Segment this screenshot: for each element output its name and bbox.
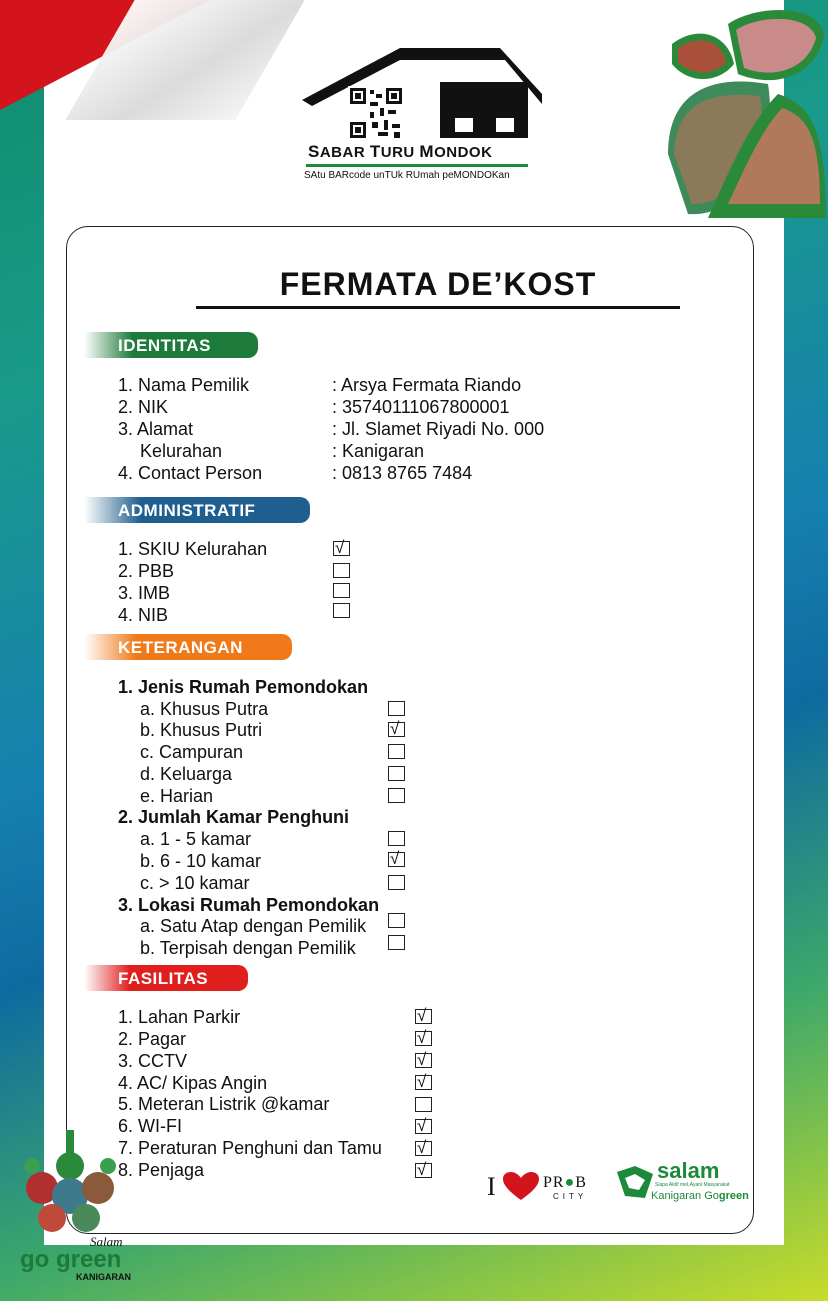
qr-code-icon <box>348 86 404 140</box>
checkmark-icon: √ <box>417 1050 427 1069</box>
checkmark-icon: √ <box>390 849 400 868</box>
fasilitas-checkbox[interactable] <box>415 1116 432 1135</box>
prob-city-logo: PR●B <box>543 1174 587 1191</box>
checkmark-icon: √ <box>417 1028 427 1047</box>
keterangan-item: b. 6 - 10 kamar <box>140 851 262 871</box>
administratif-item: 1. SKIU Kelurahan <box>118 539 268 559</box>
keterangan-checkbox[interactable] <box>388 744 405 759</box>
kanigaran-photo-leaves <box>668 4 826 218</box>
keterangan-checkbox[interactable] <box>388 849 405 868</box>
administratif-item: 2. PBB <box>118 561 175 581</box>
administratif-checkbox[interactable] <box>333 583 350 598</box>
gogreen-salam: Salam <box>90 1234 123 1249</box>
section-keterangan: KETERANGAN <box>84 634 292 660</box>
fasilitas-item: 4. AC/ Kipas Angin <box>118 1073 268 1093</box>
checkmark-icon: √ <box>417 1116 427 1135</box>
keterangan-item: c. Campuran <box>140 742 244 762</box>
administratif-checkbox[interactable] <box>333 563 350 578</box>
fasilitas-item: 1. Lahan Parkir <box>118 1007 241 1027</box>
keterangan-checkbox[interactable] <box>388 935 405 950</box>
section-fasilitas: FASILITAS <box>84 965 248 991</box>
fasilitas-item: 2. Pagar <box>118 1029 187 1049</box>
checkmark-icon: √ <box>335 538 345 557</box>
keterangan-checkbox[interactable] <box>388 701 405 716</box>
fasilitas-checkbox[interactable] <box>415 1006 432 1025</box>
identitas-value: : Jl. Slamet Riyadi No. 000 <box>332 419 545 439</box>
identitas-label: 3. Alamat <box>118 419 194 439</box>
checkmark-icon: √ <box>417 1072 427 1091</box>
heart-icon <box>503 1172 539 1202</box>
administratif-item: 3. IMB <box>118 583 171 603</box>
fasilitas-checkbox[interactable] <box>415 1028 432 1047</box>
keterangan-checkbox[interactable] <box>388 719 405 738</box>
keterangan-heading: 3. Lokasi Rumah Pemondokan <box>118 895 380 915</box>
identitas-value: : Arsya Fermata Riando <box>332 375 522 395</box>
gogreen-kanigaran: KANIGARAN <box>76 1272 131 1282</box>
keterangan-item: a. 1 - 5 kamar <box>140 829 252 849</box>
section-identitas: IDENTITAS <box>84 332 258 358</box>
keterangan-checkbox[interactable] <box>388 875 405 890</box>
title-underline <box>196 306 680 309</box>
fasilitas-checkbox[interactable] <box>415 1160 432 1179</box>
keterangan-item: d. Keluarga <box>140 764 233 784</box>
footer-logos <box>487 1158 749 1206</box>
sabar-turu-mondok-logo <box>300 30 545 190</box>
logo-tagline: SAtu BARcode unTUk RUmah peMONDOKan <box>304 170 510 181</box>
fasilitas-item: 7. Peraturan Penghuni dan Tamu <box>118 1138 382 1158</box>
section-administratif: ADMINISTRATIF <box>84 497 310 523</box>
keterangan-item: b. Khusus Putri <box>140 720 263 740</box>
keterangan-item: c. > 10 kamar <box>140 873 250 893</box>
house-roof-icon <box>300 30 545 140</box>
identitas-label: 1. Nama Pemilik <box>118 375 250 395</box>
checkmark-icon: √ <box>417 1006 427 1025</box>
salam-hands-icon <box>615 1162 655 1202</box>
fasilitas-checkbox[interactable] <box>415 1072 432 1091</box>
administratif-checkbox[interactable] <box>333 603 350 618</box>
fasilitas-checkbox[interactable] <box>415 1097 432 1112</box>
keterangan-checkbox[interactable] <box>388 913 405 928</box>
keterangan-item: a. Khusus Putra <box>140 699 269 719</box>
administratif-item: 4. NIB <box>118 605 169 625</box>
checkmark-icon: √ <box>417 1160 427 1179</box>
identitas-label: 2. NIK <box>118 397 169 417</box>
identitas-label: Kelurahan <box>140 441 223 461</box>
keterangan-item: a. Satu Atap dengan Pemilik <box>140 916 367 936</box>
logo-underline <box>306 164 528 167</box>
keterangan-heading: 1. Jenis Rumah Pemondokan <box>118 677 369 697</box>
page-title: FERMATA DE’KOST <box>279 266 597 302</box>
administratif-checkbox[interactable] <box>333 538 350 557</box>
fasilitas-item: 5. Meteran Listrik @kamar <box>118 1094 330 1114</box>
salam-tagline: Siapa Aktif meLAyani Masyarakat <box>655 1182 730 1188</box>
city-icons-cluster <box>20 1126 120 1234</box>
identitas-value: : Kanigaran <box>332 441 425 461</box>
salam-logo-text: salam <box>657 1158 720 1183</box>
identitas-label: 4. Contact Person <box>118 463 263 483</box>
identitas-value: : 0813 8765 7484 <box>332 463 473 483</box>
kanigaran-go-green: Kanigaran Gogreen <box>651 1190 749 1202</box>
fasilitas-checkbox[interactable] <box>415 1050 432 1069</box>
i-love-letter: I <box>487 1172 496 1201</box>
gogreen-title: go green <box>20 1246 122 1273</box>
checkmark-icon: √ <box>417 1138 427 1157</box>
fasilitas-item: 6. WI-FI <box>118 1116 182 1136</box>
keterangan-checkbox[interactable] <box>388 788 405 803</box>
go-green-logo <box>18 1126 138 1286</box>
logo-title: SABAR TURU MONDOK <box>308 142 493 161</box>
fasilitas-item: 8. Penjaga <box>118 1160 205 1180</box>
keterangan-item: b. Terpisah dengan Pemilik <box>140 938 356 958</box>
keterangan-checkbox[interactable] <box>388 766 405 781</box>
identitas-value: : 35740111067800001 <box>332 397 510 417</box>
keterangan-checkbox[interactable] <box>388 831 405 846</box>
keterangan-heading: 2. Jumlah Kamar Penghuni <box>118 807 350 827</box>
fasilitas-item: 3. CCTV <box>118 1051 188 1071</box>
keterangan-item: e. Harian <box>140 786 214 806</box>
city-label: CITY <box>553 1192 588 1201</box>
fasilitas-checkbox[interactable] <box>415 1138 432 1157</box>
checkmark-icon: √ <box>390 719 400 738</box>
